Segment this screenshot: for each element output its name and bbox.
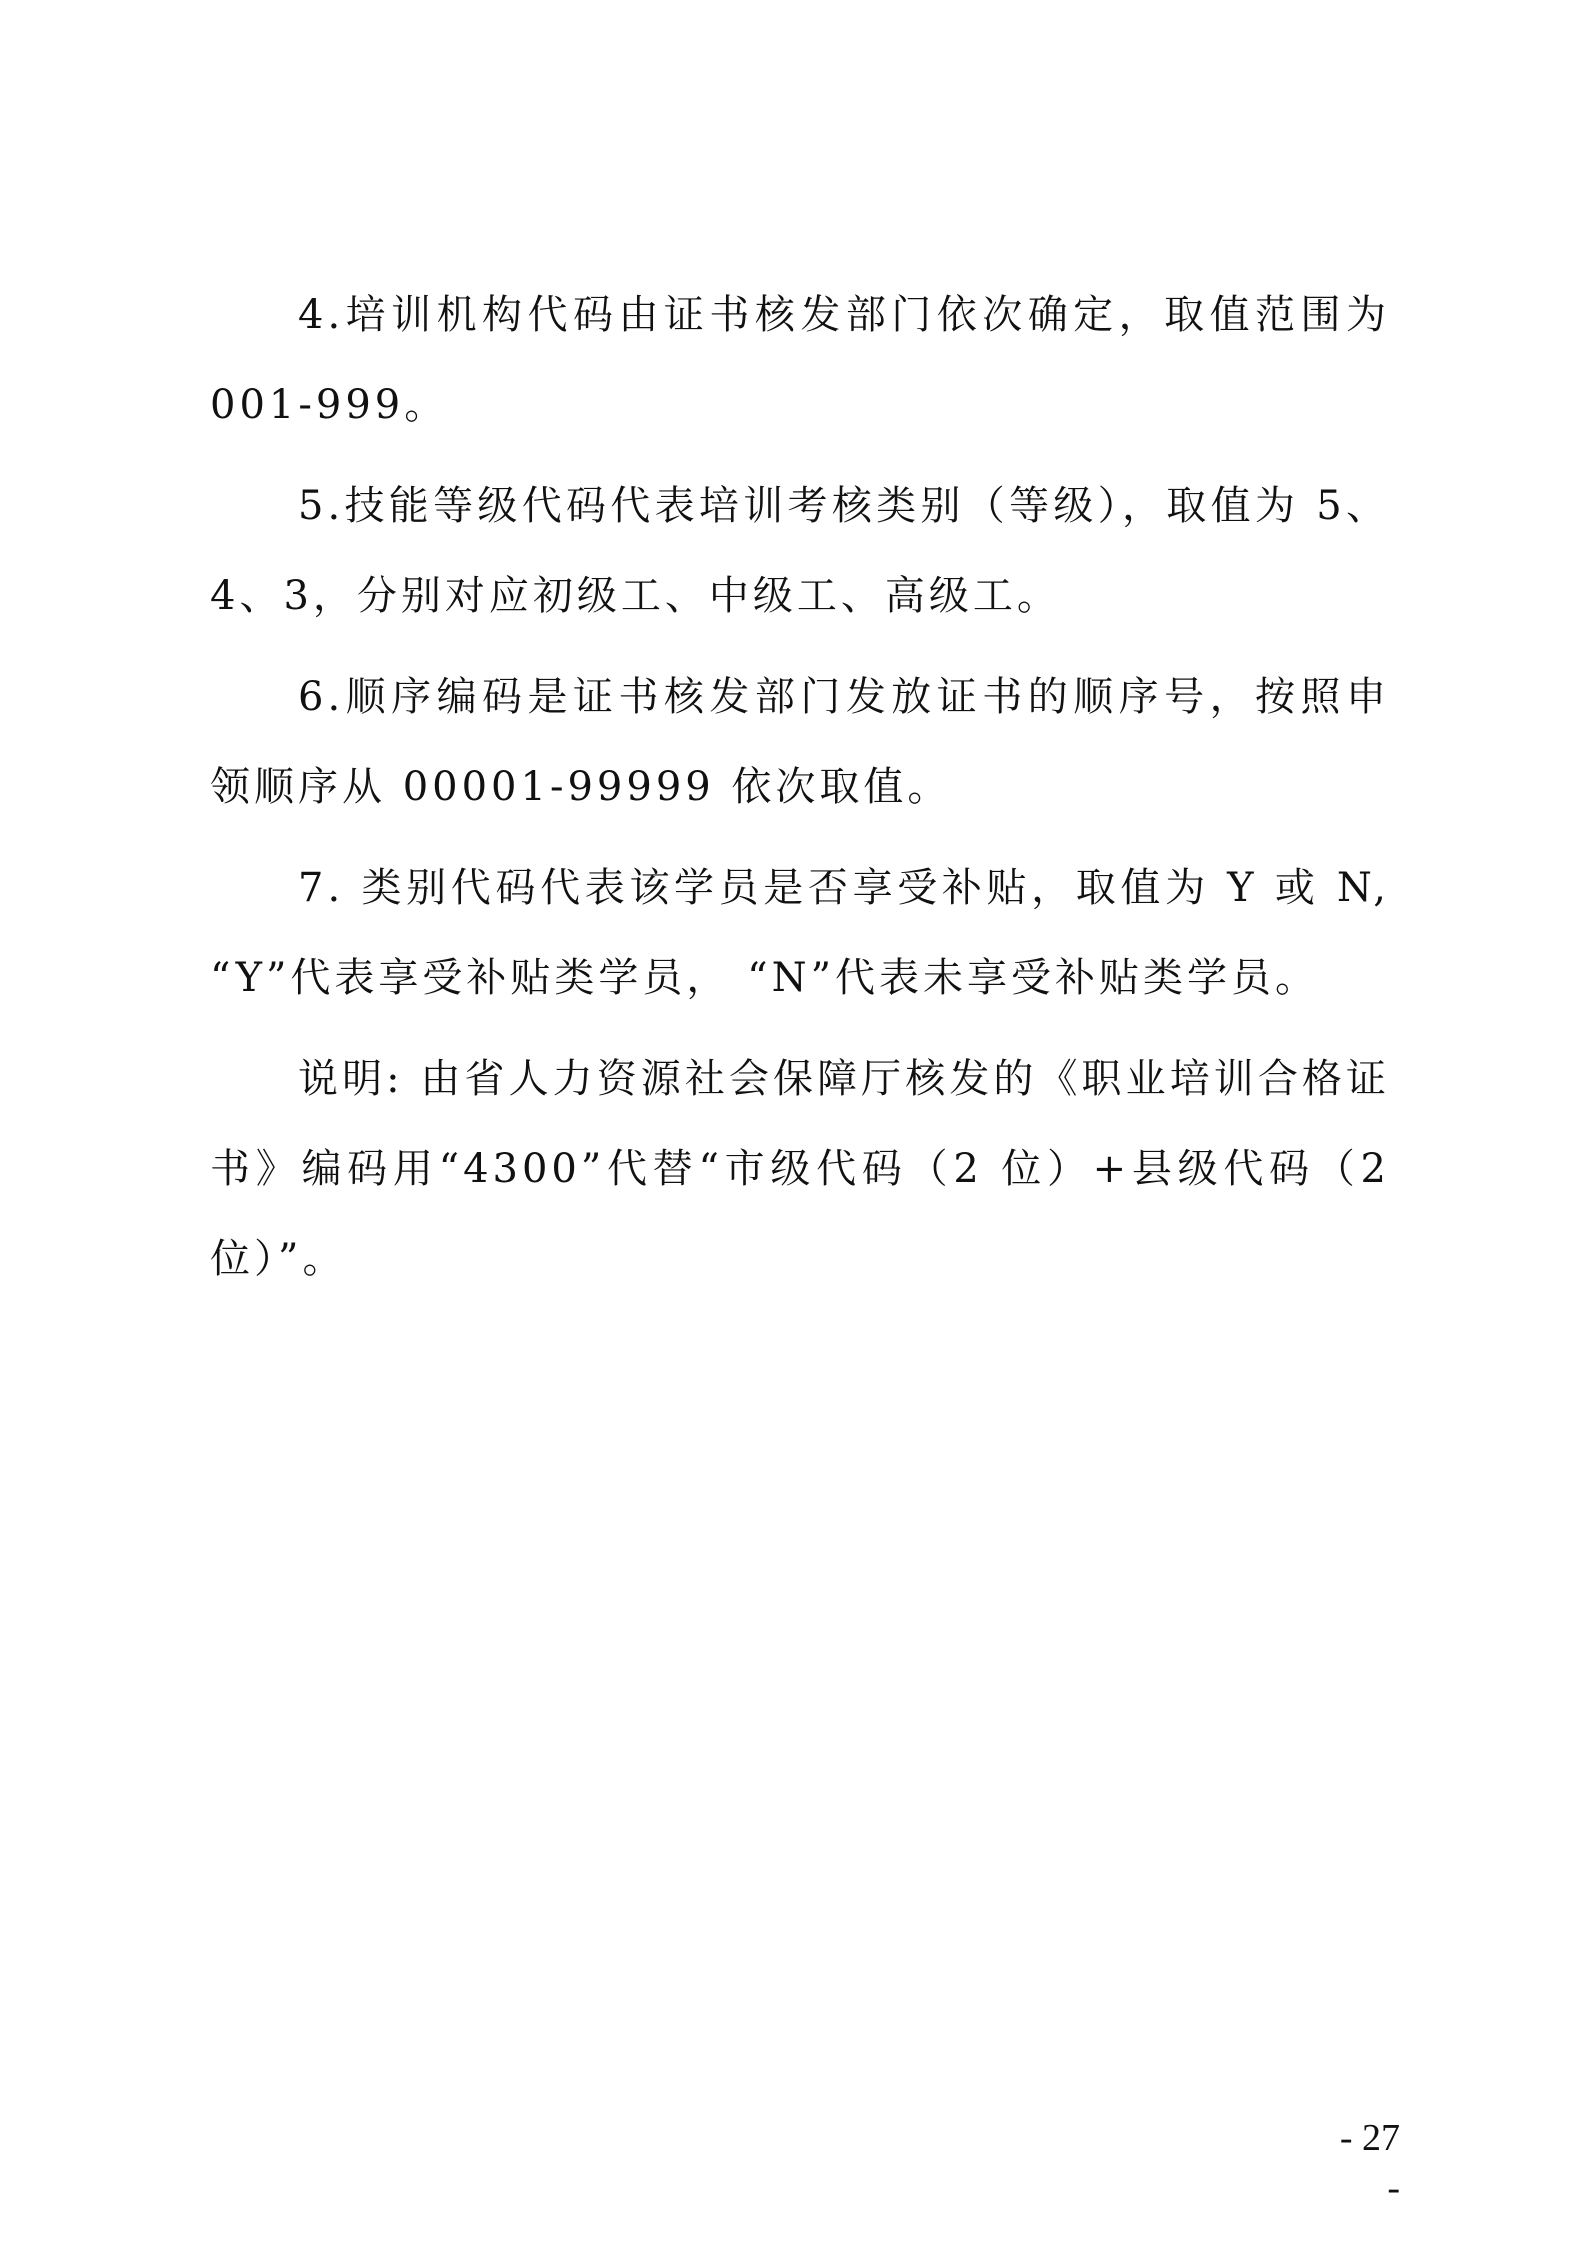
paragraph-sequence-code: 6.顺序编码是证书核发部门发放证书的顺序号，按照申领顺序从 00001-99999 依次取值。 xyxy=(210,674,1390,810)
paragraph-skill-level-code: 5.技能等级代码代表培训考核类别（等级），取值为 5、4、3，分别对应初级工、中级工、高级工。 xyxy=(210,483,1390,619)
page-number: - 27 - xyxy=(1339,2117,1400,2209)
paragraph-note: 说明: 由省人力资源社会保障厅核发的《职业培训合格证书》编码用“4300”代替“市级代码（2 位）+县级代码（2 位）”。 xyxy=(210,1056,1390,1282)
paragraph-category-code: 7. 类别代码代表该学员是否享受补贴，取值为 Y 或 N, “Y”代表享受补贴类学员， “N”代表未享受补贴类学员。 xyxy=(210,865,1390,1001)
document-body xyxy=(210,270,1390,1315)
paragraph-training-institution-code: 4.培训机构代码由证书核发部门依次确定，取值范围为001-999。 xyxy=(210,292,1390,428)
